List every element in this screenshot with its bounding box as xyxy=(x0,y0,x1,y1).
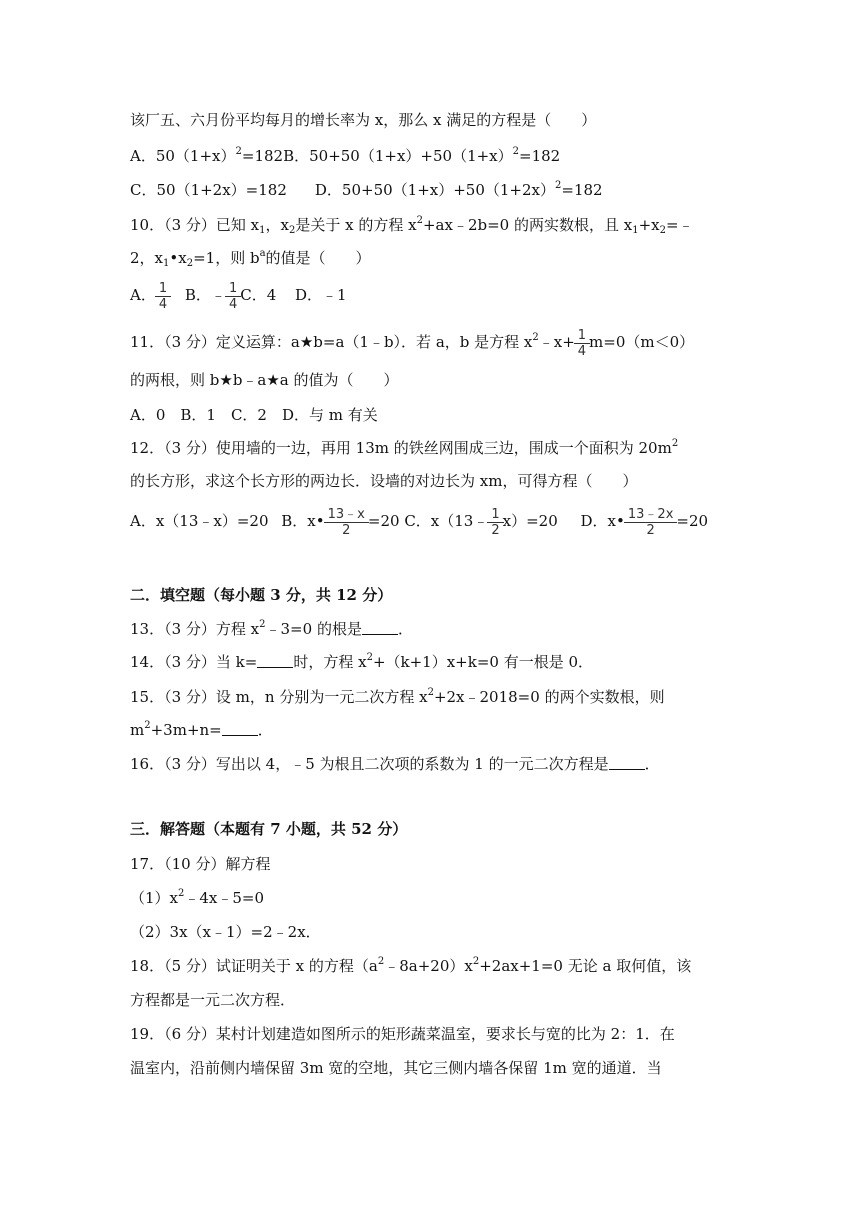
q15-line1: 15．（3 分）设 m，n 分别为一元二次方程 $x^2+2x﹣2018=0$ 的两个实数根，则 xyxy=(130,687,665,706)
q19-line2: 温室内，沿前侧内墙保留 3m 宽的空地，其它三侧内墙各保留 1m 宽的通道．当 xyxy=(130,1059,662,1077)
q18-line2: 方程都是一元二次方程． xyxy=(130,991,296,1009)
q12-line2: 的长方形，求这个长方形的两边长．设墙的对边长为 xm，可得方程（ ） xyxy=(130,472,638,490)
q16: 16．（3 分）写出以 4，﹣5 为根且二次项的系数为 1 的一元二次方程是 ． xyxy=(130,755,660,773)
q9-stem: 该厂五、六月份平均每月的增长率为 x，那么 x 满足的方程是（ ） xyxy=(130,111,597,129)
q11-options: A．0 B．1 C．2 D．与 m 有关 xyxy=(130,406,378,424)
fraction-13-minus-x-over-2: $\frac{13﹣x}{2}$ xyxy=(326,507,367,538)
q11-line2: 的两根，则 b★b﹣a★a 的值为（ ） xyxy=(130,371,399,389)
answer-blank xyxy=(257,653,293,668)
answer-blank xyxy=(609,755,645,770)
fraction-one-quarter: $\frac{1}{4}$ xyxy=(227,281,239,312)
q12-line1: 12．（3 分）使用墙的一边，再用 13m 的铁丝网围成三边，围成一个面积为 $20m^2$ xyxy=(130,438,679,457)
q14: 14．（3 分）当 k= 时，方程 $x^2+(k+1)x+k=0$ 有一根是 0． xyxy=(130,652,594,671)
answer-blank xyxy=(222,721,258,736)
q13: 13．（3 分）方程 $x^2﹣3=0$ 的根是 ． xyxy=(130,619,413,638)
q11-line1: 11．（3 分）定义运算：a★b=a（1﹣b）．若 a，b 是方程 $x^2﹣x+$ $\frac{1}{4}$ m=0（m＜0） xyxy=(130,327,695,359)
q10-line2: 2，$x_1•x_2=1$，则 $b^a$的值是（ ） xyxy=(130,248,371,269)
fraction-one-quarter: $\frac{1}{4}$ xyxy=(576,328,588,359)
q18-line1: 18．（5 分）试证明关于 x 的方程$(a^2﹣8a+20)x^2+2ax+1=0$ 无论 a 取何值，该 xyxy=(130,956,692,975)
q17-part2: （2）3x（x﹣1）=2﹣2x． xyxy=(130,923,321,941)
q10-options: A． $\frac{1}{4}$ B．﹣ $\frac{1}{4}$ C．4 D．﹣1 xyxy=(130,280,347,312)
q17-part1: $(1)x^2﹣4x﹣5=0$ xyxy=(130,888,265,907)
fraction-one-quarter: $\frac{1}{4}$ xyxy=(157,281,169,312)
q9-options-cd: C．50（1+2x）=182 D．$50+50(1+x)+50(1+2x)^2=182$ xyxy=(130,180,603,199)
q9-options-ab: A．$50(1+x)^2=182B$．$50+50(1+x)+50(1+x)^2=182$ xyxy=(130,146,561,165)
q17: 17．（10 分）解方程 xyxy=(130,855,271,873)
q15-line2: $m^2+3m+n=$ ． xyxy=(130,720,273,739)
answer-blank xyxy=(362,620,398,635)
section2-title: 二．填空题（每小题 3 分，共 12 分） xyxy=(130,586,393,604)
q12-options: A．x（13﹣x）=20 B．x• $\frac{13﹣x}{2}$ =20 C．x（13﹣ $\frac{1}{2}$ x）=20 D．x• $\frac{13﹣2x}{2}$ =20 xyxy=(130,506,709,538)
q10-line1: 10．（3 分）已知 $x_1$，$x_2$是关于 x 的方程 $x^2+ax﹣2b=0$ 的两实数根，且 $x_1+x_2=﹣$ xyxy=(130,215,694,236)
fraction-one-half: $\frac{1}{2}$ xyxy=(489,507,501,538)
fraction-13-minus-2x-over-2: $\frac{13﹣2x}{2}$ xyxy=(626,507,676,538)
q19-line1: 19．（6 分）某村计划建造如图所示的矩形蔬菜温室，要求长与宽的比为 2：1．在 xyxy=(130,1025,675,1043)
section3-title: 三．解答题（本题有 7 小题，共 52 分） xyxy=(130,820,408,838)
